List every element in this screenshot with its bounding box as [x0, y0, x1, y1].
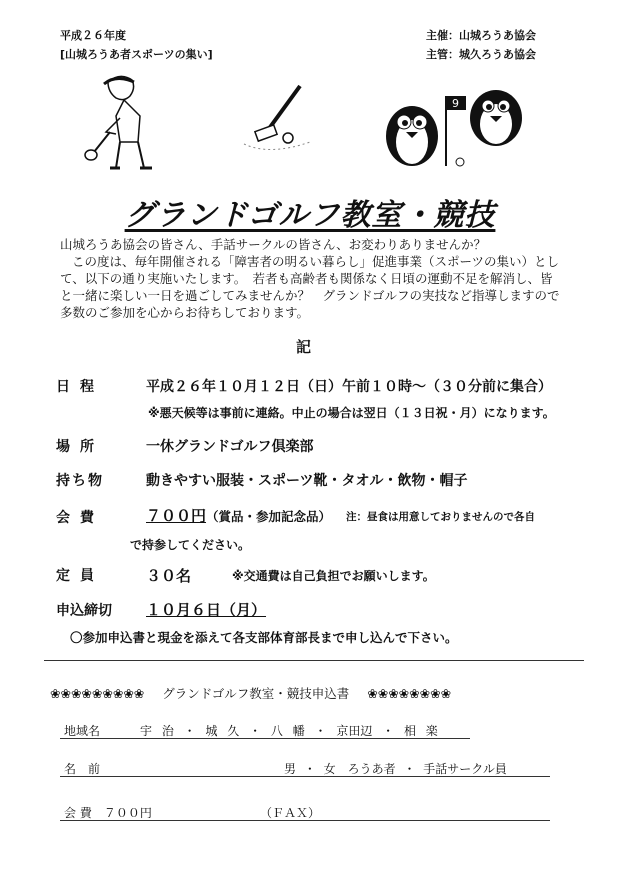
- name-label: 名 前: [64, 762, 101, 776]
- intro-line: 多数のご参加を心からお待ちしております。: [60, 305, 310, 320]
- cut-line: [44, 660, 584, 661]
- date-value: 平成２６年１０月１２日（日）午前１０時～（３０分前に集合）: [146, 379, 552, 395]
- fee-amount: ７００円: [146, 507, 207, 525]
- apply-note: 〇参加申込書と現金を添えて各支部体育部長まで申し込んで下さい。: [70, 630, 458, 645]
- form-header: [50, 684, 451, 702]
- year-label: 平成２６年度: [60, 29, 126, 42]
- intro-line: 山城ろうあ協会の皆さん、手話サークルの皆さん、お変わりありませんか？: [60, 237, 487, 252]
- flower-decoration: ❀❀❀❀❀❀❀❀: [367, 686, 452, 701]
- items-value: 動きやすい服装・スポーツ靴・タオル・飲物・帽子: [146, 473, 468, 489]
- region-label: 地域名: [64, 724, 101, 738]
- fee-label: 会費: [56, 510, 104, 526]
- intro-line: この度は、毎年開催される「障害者の明るい暮らし」促進事業（スポーツの集い）とし: [72, 254, 560, 269]
- items-label: 持ち物: [56, 473, 104, 489]
- category-options[interactable]: 男 ・ 女 ろうあ者 ・ 手話サークル員: [284, 762, 507, 776]
- form-fee-label: 会 費 ７００円: [64, 806, 152, 820]
- host-label: 主管：城久ろうあ協会: [426, 48, 536, 61]
- capacity-note: ※交通費は自己負担でお願いします。: [232, 569, 435, 583]
- deadline-label: 申込締切: [56, 603, 112, 619]
- svg-text:9: 9: [452, 97, 459, 110]
- form-title: グランドゴルフ教室・競技申込書: [162, 686, 350, 701]
- golfer-illustration: [80, 72, 170, 180]
- intro-line: と一緒に楽しい一日を過ごしてみませんか？ グランドゴルフの実技など指導しますので: [60, 288, 560, 303]
- organizer-label: 主催：山城ろうあ協会: [426, 29, 536, 42]
- place-value: 一休グランドゴルフ倶楽部: [146, 439, 314, 455]
- deadline-value: １０月６日（月）: [146, 601, 267, 619]
- capacity-value: ３０名: [146, 567, 192, 585]
- ki-heading: 記: [296, 338, 312, 356]
- fee-detail: （賞品・参加記念品）: [206, 509, 332, 524]
- penguins-illustration: [376, 76, 546, 176]
- name-line: [60, 776, 550, 777]
- flower-decoration: ❀❀❀❀❀❀❀❀❀: [50, 686, 145, 701]
- golf-club-illustration: [240, 80, 320, 160]
- date-label: 日程: [56, 379, 104, 395]
- region-options[interactable]: 宇 治 ・ 城 久 ・ 八 幡 ・ 京田辺 ・ 相 楽: [140, 724, 438, 738]
- fee-line: [60, 820, 550, 821]
- fee-note: 注：昼食は用意しておりませんので各自: [346, 511, 535, 523]
- event-bracket: [山城ろうあ者スポーツの集い]: [60, 48, 213, 61]
- region-line: [60, 738, 470, 739]
- intro-line: て、以下の通り実施いたします。 若者も高齢者も関係なく日頃の運動不足を解消し、皆: [60, 271, 553, 286]
- fee-note-cont: で持参してください。: [130, 538, 251, 552]
- date-note: ※悪天候等は事前に連絡。中止の場合は翌日（１３日祝・月）になります。: [148, 406, 555, 420]
- page-title: グランドゴルフ教室・競技: [124, 198, 496, 233]
- fax-label: （ＦＡＸ）: [260, 806, 321, 820]
- capacity-label: 定員: [56, 568, 104, 584]
- place-label: 場所: [56, 439, 104, 455]
- intro-paragraph: [60, 236, 560, 321]
